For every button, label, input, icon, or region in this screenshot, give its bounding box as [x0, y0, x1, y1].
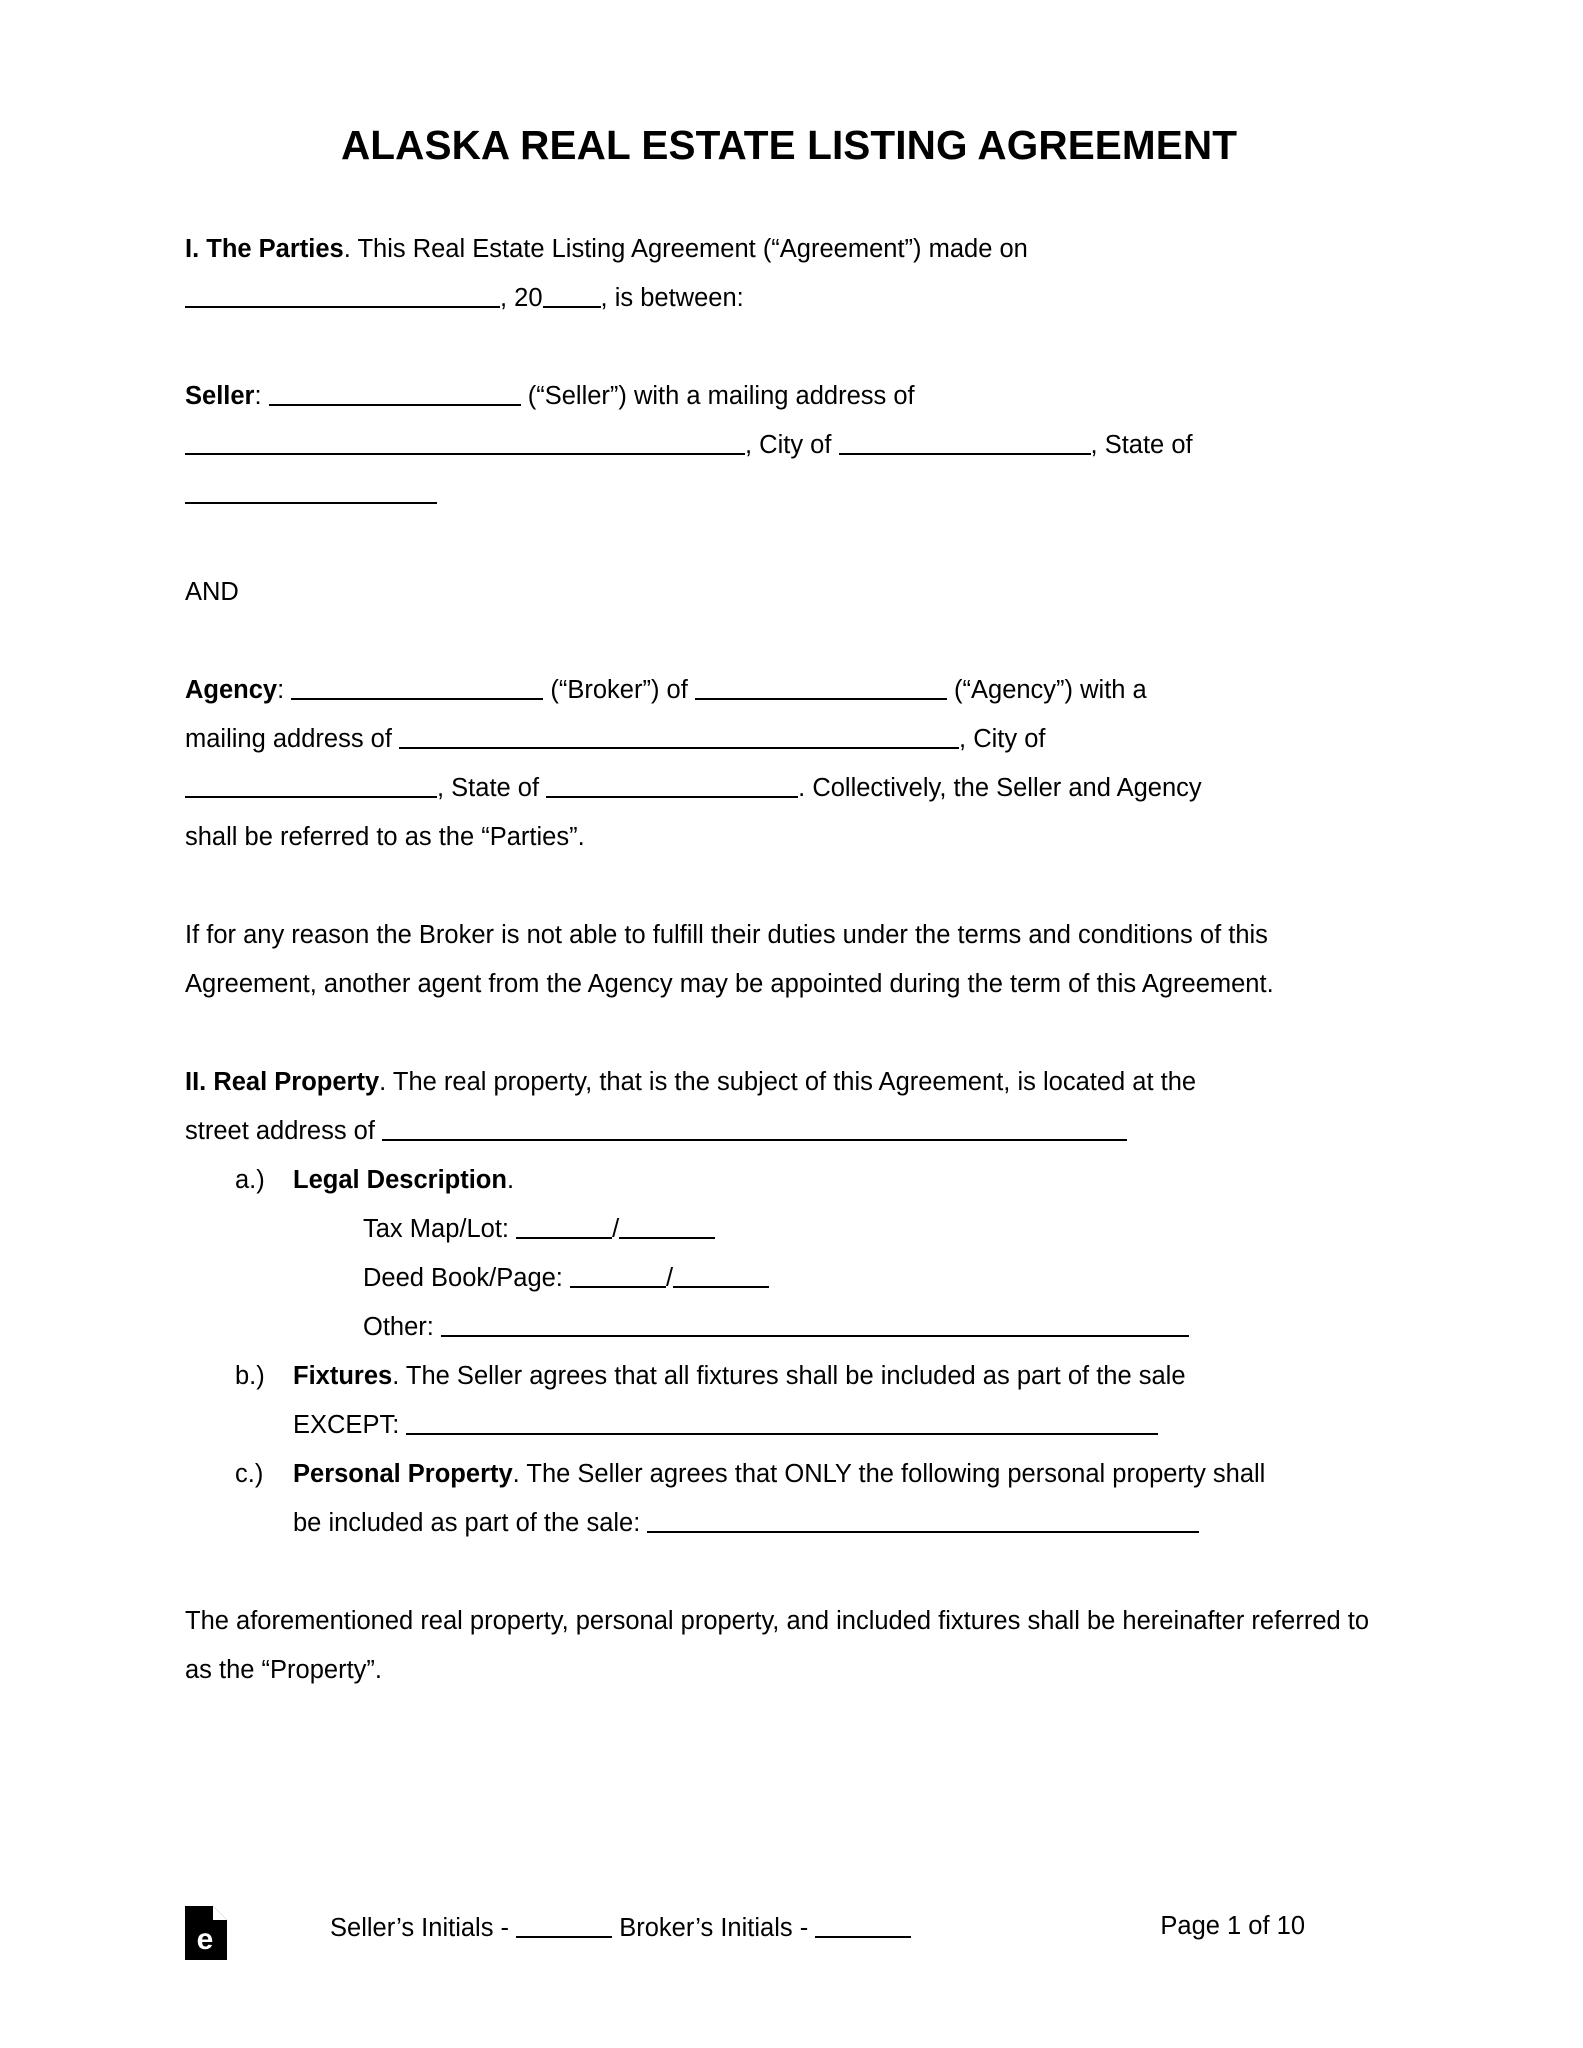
fixtures-except-blank-field[interactable]	[406, 1408, 1158, 1434]
street-address-blank-field[interactable]	[382, 1114, 1127, 1140]
page-footer	[185, 1902, 1393, 1972]
date-year-prefix: , 20	[500, 283, 543, 312]
list-item-fixtures	[235, 1352, 1393, 1450]
paragraph-real-property	[185, 1058, 1393, 1156]
personal-property-sale-label: be included as part of the sale:	[293, 1508, 641, 1537]
deed-book-blank-field[interactable]	[570, 1261, 666, 1287]
eforms-logo-icon	[185, 1906, 227, 1960]
tax-map-lot-slash: /	[612, 1214, 620, 1243]
tax-map-blank-field[interactable]	[516, 1212, 612, 1238]
seller-name-blank-field[interactable]	[269, 379, 521, 405]
agency-broker-text: (“Broker”) of	[550, 675, 688, 704]
date-blank-field[interactable]	[185, 281, 500, 307]
legal-description-period: .	[506, 1165, 515, 1194]
list-marker-c: c.)	[235, 1459, 264, 1488]
seller-after-blank-text: (“Seller”) with a mailing address of	[527, 381, 915, 410]
document-body	[185, 225, 1393, 1695]
svg-text:e: e	[196, 1923, 214, 1956]
list-marker-b: b.)	[235, 1361, 265, 1390]
seller-label: Seller	[185, 381, 255, 410]
broker-name-blank-field[interactable]	[695, 673, 947, 699]
agency-colon: :	[277, 675, 292, 704]
paragraph-property-definition: The aforementioned real property, personal property, and included fixtures shall be hereinafter referred to as the “Property”.	[185, 1606, 1370, 1684]
agency-parties-text: shall be referred to as the “Parties”.	[185, 822, 585, 851]
section-heading-parties: I. The Parties	[185, 234, 344, 263]
page-title: ALASKA REAL ESTATE LISTING AGREEMENT	[340, 122, 1238, 168]
tax-lot-blank-field[interactable]	[619, 1212, 715, 1238]
seller-address-blank-field[interactable]	[185, 428, 745, 454]
tax-map-lot-row	[363, 1205, 1393, 1254]
seller-state-blank-field[interactable]	[185, 477, 437, 503]
deed-book-page-row	[363, 1254, 1393, 1303]
other-blank-field[interactable]	[441, 1310, 1189, 1336]
deed-book-page-slash: /	[666, 1263, 674, 1292]
brokers-initials-label: Broker’s Initials -	[619, 1914, 809, 1943]
paragraph-agency	[185, 666, 1393, 862]
deed-page-blank-field[interactable]	[673, 1261, 769, 1287]
list-item-legal-description	[235, 1156, 1393, 1352]
agency-name-blank-field[interactable]	[291, 673, 543, 699]
legal-description-fields	[293, 1205, 1393, 1352]
footer-initials	[330, 1912, 911, 1943]
page-number: Page 1 of 10	[1160, 1912, 1305, 1940]
personal-property-label: Personal Property	[293, 1459, 513, 1488]
list-item-personal-property	[235, 1450, 1393, 1548]
deed-book-page-label: Deed Book/Page:	[363, 1263, 563, 1292]
agency-label: Agency	[185, 675, 278, 704]
layout-spacer	[185, 1548, 1393, 1597]
seller-city-label: , City of	[745, 430, 832, 459]
agency-state-label: , State of	[437, 773, 540, 802]
paragraph-broker-substitution: If for any reason the Broker is not able to fulfill their duties under the terms and conditions of this Agreement, another agent from the Agency may be appointed during the term of this Agreement.	[185, 920, 1274, 998]
seller-city-blank-field[interactable]	[839, 428, 1091, 454]
year-blank-field[interactable]	[543, 281, 601, 307]
legal-description-label: Legal Description	[293, 1165, 507, 1194]
sellers-initials-blank-field[interactable]	[516, 1912, 612, 1938]
date-suffix-text: , is between:	[600, 283, 744, 312]
paragraph-seller	[185, 372, 1393, 519]
agency-collectively-text: . Collectively, the Seller and Agency	[798, 773, 1202, 802]
agency-city-label: , City of	[959, 724, 1046, 753]
agency-address-blank-field[interactable]	[399, 722, 959, 748]
tax-map-lot-label: Tax Map/Lot:	[363, 1214, 509, 1243]
fixtures-label: Fixtures	[293, 1361, 393, 1390]
section-heading-real-property: II. Real Property	[185, 1067, 380, 1096]
sellers-initials-label: Seller’s Initials -	[330, 1914, 510, 1943]
seller-state-label: , State of	[1090, 430, 1193, 459]
brokers-initials-blank-field[interactable]	[815, 1912, 911, 1938]
and-text: AND	[185, 577, 239, 606]
real-property-intro-text: . The real property, that is the subject of this Agreement, is located at the	[379, 1067, 1197, 1096]
fixtures-except-label: EXCEPT:	[293, 1410, 400, 1439]
real-property-sub-list	[185, 1156, 1393, 1548]
other-row	[363, 1303, 1393, 1352]
paragraph-and	[185, 568, 1393, 617]
seller-colon: :	[254, 381, 269, 410]
other-label: Other:	[363, 1312, 434, 1341]
agency-city-blank-field[interactable]	[185, 771, 437, 797]
list-marker-a: a.)	[235, 1165, 265, 1194]
agency-mailing-label: mailing address of	[185, 724, 392, 753]
agency-agency-text: (“Agency”) with a	[954, 675, 1147, 704]
personal-property-text: . The Seller agrees that ONLY the following personal property shall	[512, 1459, 1266, 1488]
fixtures-text: . The Seller agrees that all fixtures shall be included as part of the sale	[392, 1361, 1186, 1390]
paragraph-the-parties	[185, 225, 1393, 323]
agency-state-blank-field[interactable]	[546, 771, 798, 797]
personal-property-blank-field[interactable]	[647, 1506, 1199, 1532]
street-address-label: street address of	[185, 1116, 375, 1145]
parties-intro-text: . This Real Estate Listing Agreement (“Agreement”) made on	[343, 234, 1028, 263]
